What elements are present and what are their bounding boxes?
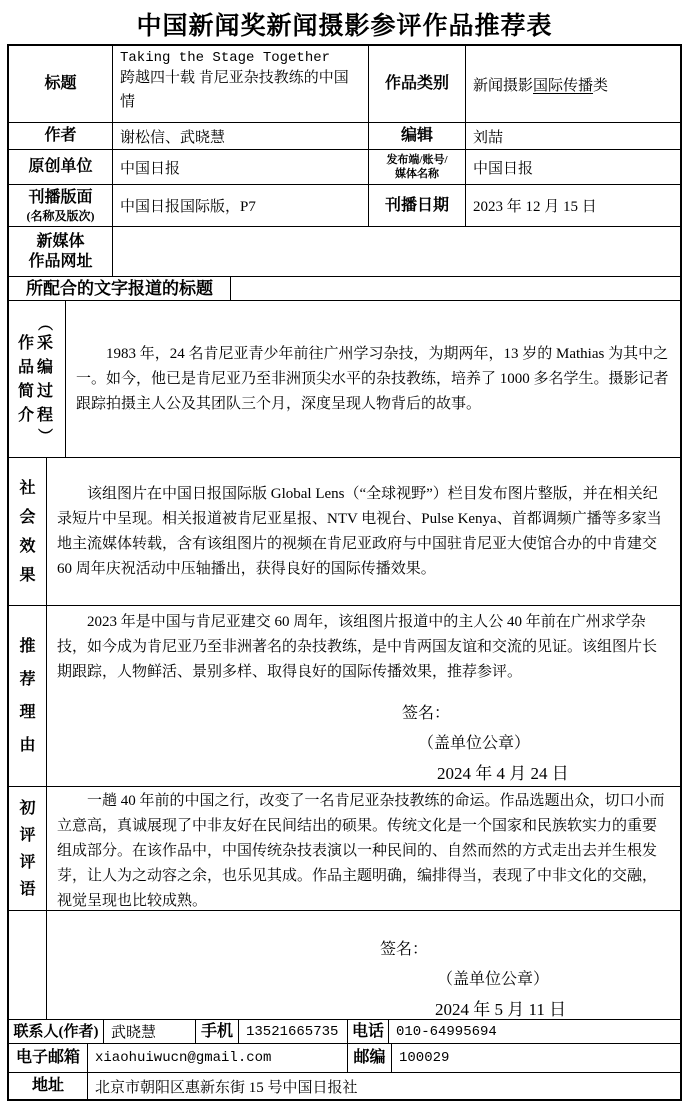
category-suffix: 类 [593,77,609,94]
origin-org-value: 中国日报 [113,150,369,184]
new-media-url-label-line1: 新媒体 [36,232,85,250]
address-value: 北京市朝阳区惠新东街 15 号中国日报社 [95,1079,358,1096]
row-contact [9,1020,680,1044]
recommendation-cell [47,606,680,786]
social-label-char-2: 会 [19,508,36,526]
title-label: 标题 [9,46,113,122]
row-origin [9,150,680,185]
recommendation-label-char-4: 由 [19,737,36,754]
title-value-english: Taking the Stage Together [120,50,331,66]
row-author [9,123,680,150]
signature-sign-label: 签名： [380,941,429,958]
row-title [9,46,680,123]
row-email [9,1044,680,1073]
new-media-url-label-line2: 作品网址 [28,252,93,270]
social-effect-cell [47,458,680,605]
new-media-url-value [113,227,680,276]
origin-org-label: 原创单位 [9,150,113,184]
email-label: 电子邮箱 [9,1044,88,1072]
address-label: 地址 [9,1073,88,1099]
edition-label-line1: 刊播版面 [28,188,93,206]
platform-label-line2: 媒体名称 [395,168,439,180]
recommendation-label [9,606,47,786]
intro-label-pair-3: 简过 [17,382,56,400]
mobile-label: 手机 [196,1020,239,1043]
recommendation-sign-block [47,699,680,786]
review-label-char-1: 初 [19,799,36,817]
author-value: 谢松信、武晓慧 [113,123,369,149]
category-value [466,46,680,122]
platform-value: 中国日报 [473,160,534,177]
contact-person-value: 武晓慧 [104,1020,196,1043]
social-label-char-4: 果 [19,566,36,584]
review-cell [47,787,680,910]
phone-value: 010-64995694 [396,1023,497,1040]
intro-label-pair-2: 品编 [17,358,56,376]
signature-cell [47,911,680,1019]
page-title: 中国新闻奖新闻摄影参评作品推荐表 [136,13,553,40]
recommendation-label-char-2: 荐 [19,671,36,688]
social-label-char-1: 社 [19,479,36,497]
title-value-chinese: 跨越四十载 肯尼亚杂技教练的中国情 [120,70,349,110]
text-report-title-label: 所配合的文字报道的标题 [9,277,231,300]
edition-value: 中国日报国际版，P7 [113,185,369,226]
contact-person-label: 联系人(作者) [9,1020,104,1043]
recommendation-seal-note: （盖单位公章） [418,735,531,752]
social-effect-text: 该组图片在中国日报国际版 Global Lens（“全球视野”）栏目发布图片整版，并在相关纪录短片中呈现。相关报道被肯尼亚星报、NTV 电视台、Pulse Kenya、首都调频广播等多家当地主流媒体转载，含有该组图片的视频在肯尼亚政府与中国驻肯尼亚大使馆合办的中肯建交 60 周年庆祝活动中压轴播出，获得良好的国际传播效果。 [57,485,662,577]
intro-label-bracket-close: ） [36,427,53,443]
row-new-media-url [9,227,680,277]
postcode-value: 100029 [399,1050,450,1066]
intro-label-pair-1: 作采 [17,334,56,352]
publish-date-value: 2023 年 12 月 15 日 [473,199,597,215]
postcode-label: 邮编 [348,1044,392,1072]
row-address [9,1073,680,1099]
platform-label [369,150,466,184]
intro-text: 1983 年，24 名肯尼亚青少年前往广州学习杂技，为期两年，13 岁的 Mathias 为其中之一。如今，他已是肯尼亚乃至非洲顶尖水平的杂技教练，培养了 1000 多名学生。摄影记者跟踪拍摄主人公及其团队三个月，深度呈现人物背后的故事。 [76,345,669,412]
row-text-report-title [9,277,680,301]
author-label: 作者 [9,123,113,149]
email-value: xiaohuiwucn@gmail.com [88,1044,348,1072]
category-label: 作品类别 [369,46,466,122]
mobile-value: 13521665735 [239,1020,348,1043]
section-intro [9,301,680,458]
category-underlined: 国际传播 [533,77,594,94]
edition-label-line2: (名称及版次) [26,208,95,223]
section-review [9,787,680,911]
intro-section-label [9,301,66,457]
review-label-char-4: 语 [19,880,36,898]
editor-label: 编辑 [369,123,466,149]
review-label-char-3: 评 [19,853,36,871]
intro-section-cell [66,301,680,457]
recommendation-label-char-1: 推 [19,638,36,655]
review-label [9,787,47,910]
recommendation-label-char-3: 理 [19,704,36,721]
section-recommendation [9,606,680,787]
review-label-char-2: 评 [19,826,36,844]
text-report-title-value [231,277,680,300]
recommendation-sign-date: 2024 年 4 月 24 日 [437,764,569,783]
form-table [7,44,682,1101]
new-media-url-label [9,227,113,276]
recommendation-sign-label: 签名： [402,705,451,722]
category-prefix: 新闻摄影 [473,77,534,94]
row-edition [9,185,680,227]
recommendation-text: 2023 年是中国与肯尼亚建交 60 周年，该组图片报道中的主人公 40 年前在广州求学杂技，如今成为肯尼亚乃至非洲著名的杂技教练，是中肯两国友谊和交流的见证。该组图片长期跟踪，人物鲜活、景别多样、取得良好的国际传播效果，推荐参评。 [57,614,658,680]
social-label-char-3: 效 [19,537,36,555]
signature-seal-note: （盖单位公章） [437,971,550,988]
social-effect-label [9,458,47,605]
review-text: 一趟 40 年前的中国之行，改变了一名肯尼亚杂技教练的命运。作品选题出众，切口小而立意高，真诚展现了中非友好在民间结出的硕果。传统文化是一个国家和民族软实力的重要组成部分。在该作品中，中国传统杂技表演以一种民间的、自然而然的方式走出去并生根发芽，让人为之动容之余，也乐见其成。作品主题明确，编排得当，表现了中非文化的交融，视觉呈现也比较成熟。 [57,793,665,909]
phone-label: 电话 [348,1020,389,1043]
intro-label-bracket-open: （ [36,315,53,331]
title-value [113,46,369,122]
section-social-effect [9,458,680,606]
signature-empty-cell [9,911,47,1019]
signature-date: 2024 年 5 月 11 日 [435,1000,567,1019]
platform-label-line1: 发布端/账号/ [386,154,448,166]
row-signature [9,911,680,1020]
publish-date-label: 刊播日期 [369,185,466,226]
edition-label [9,185,113,226]
editor-value: 刘喆 [473,129,504,146]
intro-label-pair-4: 介程 [17,406,56,424]
